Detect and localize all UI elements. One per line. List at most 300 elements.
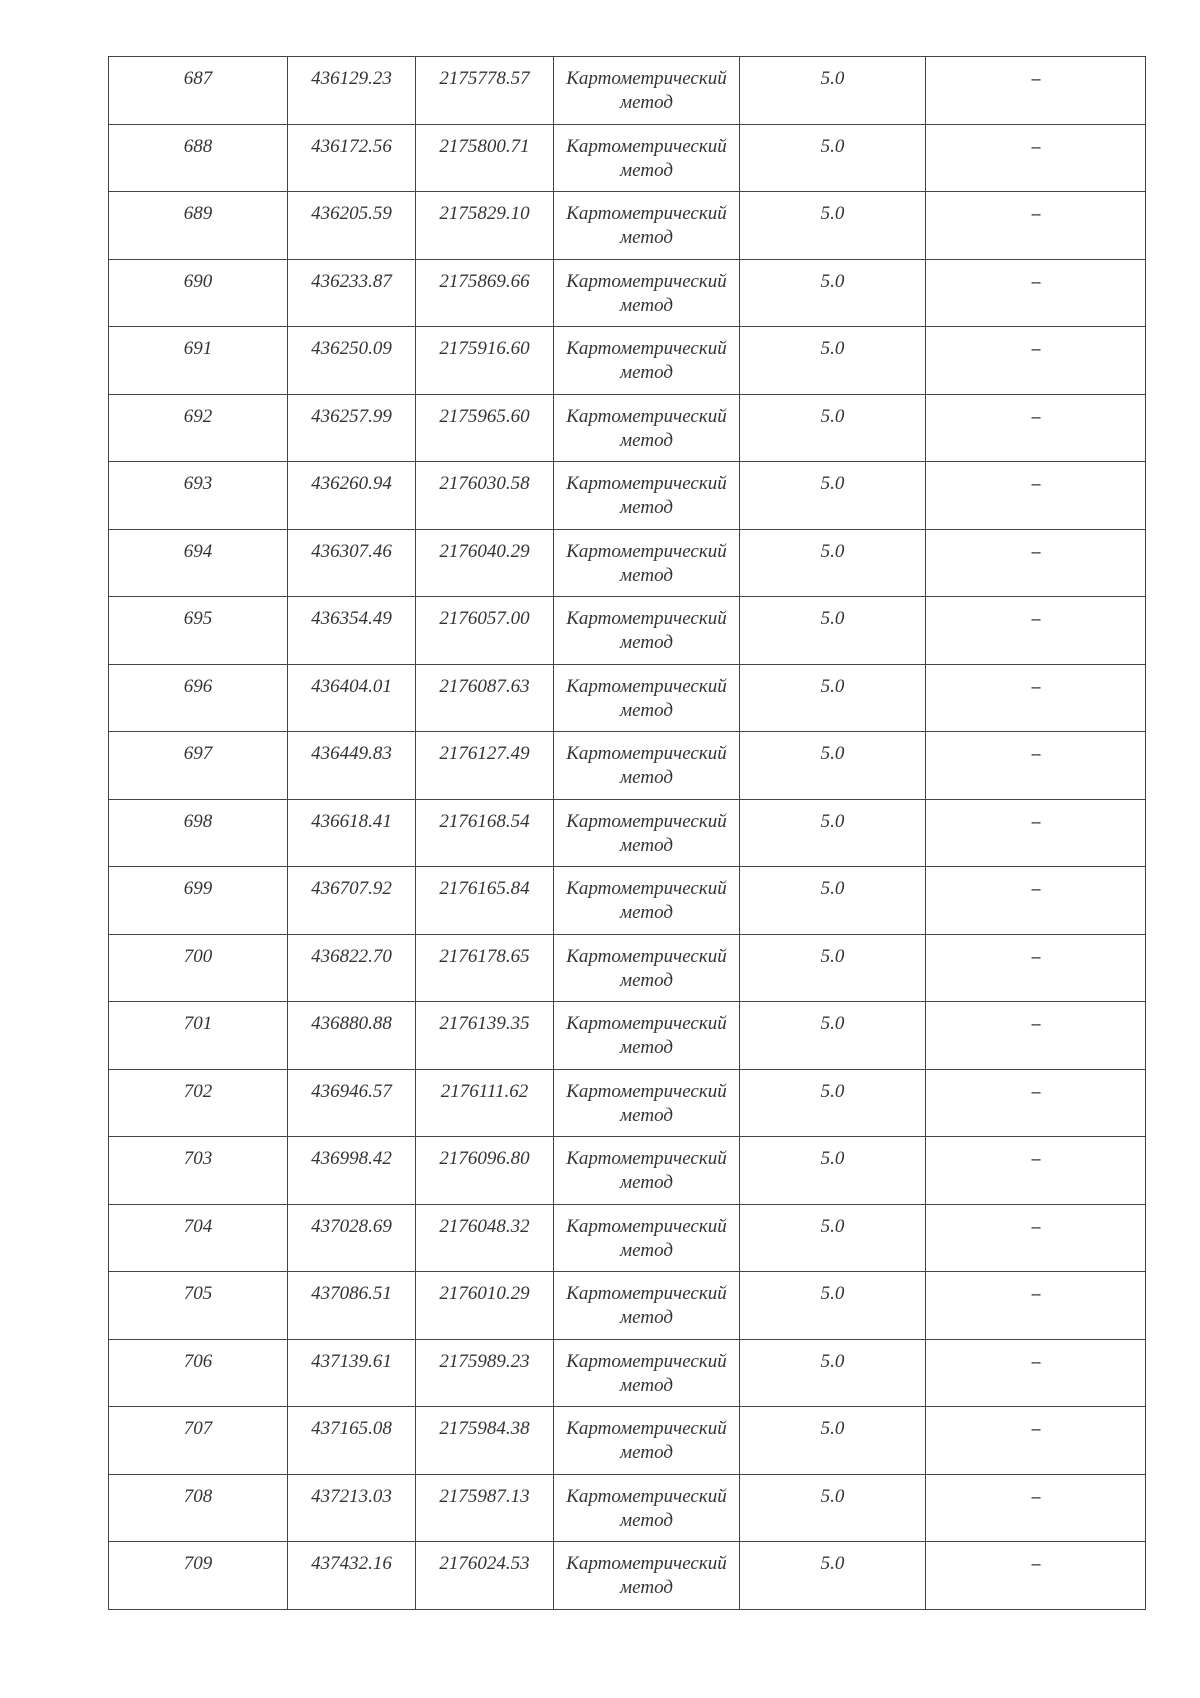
accuracy-value: 5.0 [820, 675, 845, 697]
y-coordinate-cell [416, 259, 554, 327]
method-line-2: метод [620, 1509, 673, 1531]
method-line-2: метод [620, 294, 673, 316]
table-row [109, 327, 1146, 395]
method-line-2: метод [620, 1577, 673, 1598]
x-coordinate-cell [288, 1137, 416, 1205]
x-coordinate: 436707.92 [311, 878, 392, 899]
x-coordinate: 437432.16 [311, 1553, 392, 1574]
x-coordinate-cell [288, 1339, 416, 1407]
note-cell [926, 327, 1146, 395]
y-coordinate-cell [416, 394, 554, 462]
y-coordinate-cell [416, 1474, 554, 1542]
x-coordinate: 437139.61 [311, 1350, 392, 1372]
point-number: 697 [183, 743, 213, 764]
accuracy-cell [740, 1069, 926, 1137]
method-text [554, 462, 739, 520]
method-line-2: метод [620, 1239, 673, 1261]
x-coordinate-cell [288, 1069, 416, 1137]
x-coordinate-cell [288, 124, 416, 192]
y-coordinate-cell [416, 1069, 554, 1137]
accuracy-cell [740, 259, 926, 327]
y-coordinate-cell [416, 934, 554, 1002]
method-cell [554, 1407, 740, 1475]
method-line-1: Картометрический [566, 1485, 727, 1507]
x-coordinate-cell [288, 597, 416, 665]
accuracy-cell [740, 934, 926, 1002]
note-value: -- [1030, 946, 1041, 966]
x-coordinate: 436257.99 [311, 405, 392, 427]
y-coordinate-cell [416, 732, 554, 800]
table-row [109, 799, 1146, 867]
note-cell [926, 799, 1146, 867]
method-cell [554, 799, 740, 867]
method-line-2: метод [620, 1037, 673, 1058]
x-coordinate-cell [288, 192, 416, 260]
accuracy-cell [740, 1272, 926, 1340]
accuracy-cell [740, 462, 926, 530]
y-coordinate: 2176178.65 [439, 945, 530, 967]
method-line-1: Картометрический [566, 68, 727, 89]
table-row [109, 1002, 1146, 1070]
point-number: 703 [183, 1148, 213, 1169]
x-coordinate-cell [288, 1204, 416, 1272]
x-coordinate: 436354.49 [311, 608, 392, 629]
accuracy-cell [740, 1002, 926, 1070]
method-line-1: Картометрический [566, 945, 727, 967]
x-coordinate: 437028.69 [311, 1215, 392, 1237]
table-row [109, 394, 1146, 462]
table-body [109, 57, 1146, 1610]
y-coordinate-cell [416, 327, 554, 395]
point-number: 688 [183, 135, 213, 157]
method-cell [554, 259, 740, 327]
y-coordinate-cell [416, 1137, 554, 1205]
method-line-2: метод [620, 902, 673, 923]
method-line-2: метод [620, 497, 673, 518]
y-coordinate: 2176030.58 [439, 473, 530, 494]
y-coordinate: 2175984.38 [439, 1418, 530, 1439]
note-value: -- [1030, 1419, 1041, 1438]
note-value: -- [1030, 1284, 1041, 1303]
y-coordinate: 2175800.71 [439, 135, 530, 157]
point-number: 692 [183, 405, 213, 427]
y-coordinate: 2175869.66 [439, 270, 530, 292]
note-cell [926, 1339, 1146, 1407]
x-coordinate: 437086.51 [311, 1283, 392, 1304]
point-number-cell [109, 867, 288, 935]
x-coordinate-cell [288, 57, 416, 125]
table-row [109, 664, 1146, 732]
x-coordinate: 436449.83 [311, 743, 392, 764]
accuracy-value: 5.0 [820, 1553, 845, 1574]
point-number-cell [109, 462, 288, 530]
y-coordinate: 2176127.49 [439, 743, 530, 764]
method-text [554, 732, 739, 790]
table-row [109, 1204, 1146, 1272]
note-value: -- [1030, 1216, 1041, 1236]
accuracy-value: 5.0 [820, 338, 845, 359]
note-cell [926, 529, 1146, 597]
method-line-2: метод [620, 92, 673, 113]
y-coordinate: 2176010.29 [439, 1283, 530, 1304]
note-cell [926, 867, 1146, 935]
note-value: -- [1030, 204, 1041, 223]
accuracy-value: 5.0 [820, 743, 845, 764]
y-coordinate: 2176057.00 [439, 608, 530, 629]
accuracy-cell [740, 1407, 926, 1475]
method-line-2: метод [620, 969, 673, 991]
y-coordinate: 2176165.84 [439, 878, 530, 899]
method-line-1: Картометрический [566, 1418, 727, 1439]
method-line-2: метод [620, 1374, 673, 1396]
x-coordinate-cell [288, 394, 416, 462]
point-number-cell [109, 1339, 288, 1407]
method-cell [554, 732, 740, 800]
accuracy-value: 5.0 [820, 1418, 845, 1439]
y-coordinate: 2176139.35 [439, 1013, 530, 1034]
x-coordinate: 437213.03 [311, 1485, 392, 1507]
y-coordinate: 2175965.60 [439, 405, 530, 427]
x-coordinate: 436172.56 [311, 135, 392, 157]
y-coordinate-cell [416, 597, 554, 665]
note-cell [926, 1542, 1146, 1610]
table-row [109, 1137, 1146, 1205]
x-coordinate-cell [288, 259, 416, 327]
method-text [554, 327, 739, 385]
note-value: -- [1030, 676, 1041, 696]
method-line-2: метод [620, 699, 673, 721]
method-cell [554, 1002, 740, 1070]
y-coordinate-cell [416, 1542, 554, 1610]
note-cell [926, 1474, 1146, 1542]
accuracy-value: 5.0 [820, 878, 845, 899]
method-text [554, 665, 739, 723]
method-line-2: метод [620, 429, 673, 451]
accuracy-cell [740, 529, 926, 597]
x-coordinate-cell [288, 867, 416, 935]
x-coordinate-cell [288, 462, 416, 530]
note-value: -- [1030, 1486, 1041, 1506]
method-text [554, 1340, 739, 1398]
x-coordinate-cell [288, 1272, 416, 1340]
method-line-1: Картометрический [566, 1013, 727, 1034]
point-number-cell [109, 1474, 288, 1542]
y-coordinate-cell [416, 57, 554, 125]
note-cell [926, 57, 1146, 125]
y-coordinate: 2176087.63 [439, 675, 530, 697]
point-number-cell [109, 1272, 288, 1340]
table-row [109, 1407, 1146, 1475]
method-cell [554, 597, 740, 665]
method-line-2: метод [620, 227, 673, 248]
note-value: -- [1030, 879, 1041, 898]
table-row [109, 1339, 1146, 1407]
point-number-cell [109, 57, 288, 125]
table-row [109, 192, 1146, 260]
method-text [554, 1542, 739, 1600]
accuracy-value: 5.0 [820, 810, 845, 832]
point-number: 702 [183, 1080, 213, 1102]
accuracy-value: 5.0 [820, 540, 845, 562]
y-coordinate: 2176111.62 [440, 1080, 529, 1102]
method-line-1: Картометрический [566, 135, 727, 157]
accuracy-value: 5.0 [820, 1013, 845, 1034]
method-text [554, 597, 739, 655]
y-coordinate: 2175829.10 [439, 203, 530, 224]
note-cell [926, 124, 1146, 192]
point-number: 707 [183, 1418, 213, 1439]
method-text [554, 1070, 739, 1128]
note-value: -- [1030, 474, 1041, 493]
method-line-1: Картометрический [566, 338, 727, 359]
note-cell [926, 1002, 1146, 1070]
y-coordinate: 2175916.60 [439, 338, 530, 359]
accuracy-cell [740, 124, 926, 192]
y-coordinate-cell [416, 192, 554, 260]
y-coordinate: 2176040.29 [439, 540, 530, 562]
point-number-cell [109, 529, 288, 597]
method-line-1: Картометрический [566, 270, 727, 292]
method-cell [554, 57, 740, 125]
note-value: -- [1030, 1081, 1041, 1101]
method-cell [554, 462, 740, 530]
accuracy-value: 5.0 [820, 608, 845, 629]
note-value: -- [1030, 1554, 1041, 1573]
point-number-cell [109, 1069, 288, 1137]
y-coordinate-cell [416, 1002, 554, 1070]
x-coordinate-cell [288, 664, 416, 732]
note-cell [926, 934, 1146, 1002]
method-text [554, 1137, 739, 1195]
accuracy-value: 5.0 [820, 405, 845, 427]
method-line-1: Картометрический [566, 1350, 727, 1372]
y-coordinate-cell [416, 867, 554, 935]
table-row [109, 124, 1146, 192]
method-line-2: метод [620, 1442, 673, 1463]
table-row [109, 1474, 1146, 1542]
method-cell [554, 1272, 740, 1340]
x-coordinate: 436404.01 [311, 675, 392, 697]
accuracy-value: 5.0 [820, 68, 845, 89]
accuracy-value: 5.0 [820, 473, 845, 494]
accuracy-cell [740, 799, 926, 867]
table-row [109, 597, 1146, 665]
note-cell [926, 1407, 1146, 1475]
table-row [109, 529, 1146, 597]
method-text [554, 1002, 739, 1060]
x-coordinate-cell [288, 934, 416, 1002]
table-row [109, 1272, 1146, 1340]
method-text [554, 395, 739, 453]
table-row [109, 867, 1146, 935]
method-line-2: метод [620, 767, 673, 788]
method-cell [554, 1339, 740, 1407]
x-coordinate: 436880.88 [311, 1013, 392, 1034]
note-cell [926, 1272, 1146, 1340]
note-value: -- [1030, 339, 1041, 358]
method-line-2: метод [620, 834, 673, 856]
note-value: -- [1030, 136, 1041, 156]
note-value: -- [1030, 271, 1041, 291]
point-number: 689 [183, 203, 213, 224]
y-coordinate-cell [416, 1204, 554, 1272]
method-cell [554, 1204, 740, 1272]
note-value: -- [1030, 1149, 1041, 1168]
method-line-1: Картометрический [566, 1080, 727, 1102]
x-coordinate-cell [288, 799, 416, 867]
accuracy-value: 5.0 [820, 1350, 845, 1372]
accuracy-value: 5.0 [820, 1148, 845, 1169]
point-number-cell [109, 1002, 288, 1070]
note-cell [926, 732, 1146, 800]
note-cell [926, 1204, 1146, 1272]
point-number-cell [109, 1542, 288, 1610]
accuracy-cell [740, 57, 926, 125]
method-text [554, 57, 739, 115]
point-number: 706 [183, 1350, 213, 1372]
note-cell [926, 664, 1146, 732]
point-number: 694 [183, 540, 213, 562]
accuracy-value: 5.0 [820, 1215, 845, 1237]
method-text [554, 530, 739, 588]
coordinates-table [108, 56, 1146, 1610]
method-line-1: Картометрический [566, 1283, 727, 1304]
point-number: 704 [183, 1215, 213, 1237]
y-coordinate: 2176096.80 [439, 1148, 530, 1169]
method-cell [554, 192, 740, 260]
note-cell [926, 1137, 1146, 1205]
accuracy-cell [740, 1204, 926, 1272]
method-text [554, 1475, 739, 1533]
accuracy-cell [740, 394, 926, 462]
x-coordinate-cell [288, 529, 416, 597]
table-row [109, 462, 1146, 530]
y-coordinate: 2175987.13 [439, 1485, 530, 1507]
note-value: -- [1030, 744, 1041, 763]
accuracy-cell [740, 1137, 926, 1205]
point-number-cell [109, 597, 288, 665]
accuracy-cell [740, 192, 926, 260]
point-number-cell [109, 1137, 288, 1205]
point-number: 699 [183, 878, 213, 899]
note-value: -- [1030, 541, 1041, 561]
method-line-2: метод [620, 159, 673, 181]
point-number-cell [109, 1204, 288, 1272]
accuracy-value: 5.0 [820, 203, 845, 224]
accuracy-cell [740, 327, 926, 395]
method-line-1: Картометрический [566, 1215, 727, 1237]
accuracy-value: 5.0 [820, 945, 845, 967]
table-row [109, 732, 1146, 800]
point-number-cell [109, 664, 288, 732]
accuracy-cell [740, 1542, 926, 1610]
method-line-1: Картометрический [566, 878, 727, 899]
table-row [109, 259, 1146, 327]
y-coordinate-cell [416, 1339, 554, 1407]
method-line-1: Картометрический [566, 1553, 727, 1574]
table-row [109, 57, 1146, 125]
y-coordinate-cell [416, 1407, 554, 1475]
accuracy-cell [740, 732, 926, 800]
method-cell [554, 529, 740, 597]
method-cell [554, 394, 740, 462]
point-number: 696 [183, 675, 213, 697]
method-text [554, 125, 739, 183]
method-line-1: Картометрический [566, 540, 727, 562]
y-coordinate-cell [416, 462, 554, 530]
point-number-cell [109, 1407, 288, 1475]
x-coordinate-cell [288, 1407, 416, 1475]
y-coordinate-cell [416, 124, 554, 192]
method-line-1: Картометрический [566, 608, 727, 629]
method-line-2: метод [620, 1307, 673, 1328]
method-cell [554, 1542, 740, 1610]
y-coordinate: 2176168.54 [439, 810, 530, 832]
method-text [554, 260, 739, 318]
x-coordinate: 436260.94 [311, 473, 392, 494]
note-cell [926, 462, 1146, 530]
x-coordinate: 436946.57 [311, 1080, 392, 1102]
method-cell [554, 664, 740, 732]
x-coordinate: 436233.87 [311, 270, 392, 292]
table-row [109, 934, 1146, 1002]
x-coordinate-cell [288, 1474, 416, 1542]
method-line-2: метод [620, 362, 673, 383]
x-coordinate-cell [288, 1002, 416, 1070]
method-text [554, 867, 739, 925]
point-number: 687 [183, 68, 213, 89]
x-coordinate: 436618.41 [311, 810, 392, 832]
point-number: 700 [183, 945, 213, 967]
y-coordinate: 2176048.32 [439, 1215, 530, 1237]
note-value: -- [1030, 1014, 1041, 1033]
method-line-1: Картометрический [566, 203, 727, 224]
accuracy-cell [740, 1474, 926, 1542]
y-coordinate-cell [416, 1272, 554, 1340]
method-cell [554, 1069, 740, 1137]
method-line-1: Картометрический [566, 810, 727, 832]
method-line-1: Картометрический [566, 473, 727, 494]
x-coordinate: 436822.70 [311, 945, 392, 967]
accuracy-cell [740, 664, 926, 732]
method-text [554, 935, 739, 993]
method-text [554, 1272, 739, 1330]
accuracy-value: 5.0 [820, 1485, 845, 1507]
x-coordinate: 436205.59 [311, 203, 392, 224]
point-number: 709 [183, 1553, 213, 1574]
method-cell [554, 934, 740, 1002]
note-value: -- [1030, 811, 1041, 831]
point-number: 690 [183, 270, 213, 292]
method-line-2: метод [620, 1104, 673, 1126]
y-coordinate-cell [416, 529, 554, 597]
method-text [554, 192, 739, 250]
point-number-cell [109, 124, 288, 192]
y-coordinate: 2175989.23 [439, 1350, 530, 1372]
method-cell [554, 124, 740, 192]
x-coordinate: 436307.46 [311, 540, 392, 562]
method-text [554, 1407, 739, 1465]
method-cell [554, 1474, 740, 1542]
method-line-2: метод [620, 632, 673, 653]
point-number-cell [109, 799, 288, 867]
method-text [554, 1205, 739, 1263]
method-line-2: метод [620, 1172, 673, 1193]
x-coordinate: 437165.08 [311, 1418, 392, 1439]
accuracy-value: 5.0 [820, 1283, 845, 1304]
accuracy-value: 5.0 [820, 270, 845, 292]
y-coordinate: 2176024.53 [439, 1553, 530, 1574]
